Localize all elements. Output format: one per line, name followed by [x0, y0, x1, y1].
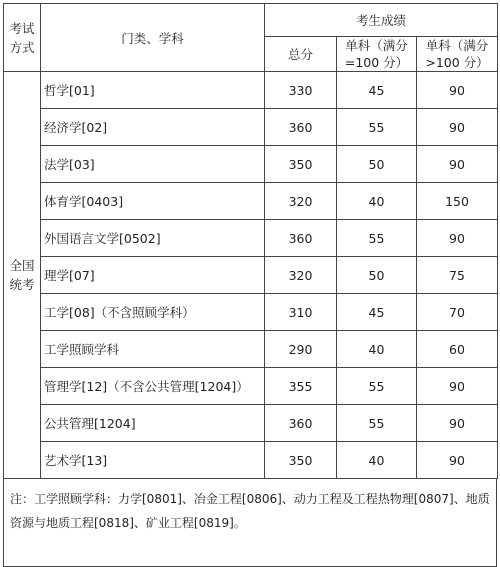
table-row [4, 257, 498, 294]
table-row [4, 220, 498, 257]
subject-cell: 法学[03] [41, 146, 265, 183]
single-le100-cell: 55 [337, 405, 417, 442]
single-le100-cell: 55 [337, 109, 417, 146]
table-row [4, 72, 498, 109]
total-score-cell: 355 [265, 368, 337, 405]
single-gt100-cell: 90 [417, 72, 498, 109]
subject-cell: 哲学[01] [41, 72, 265, 109]
single-le100-cell: 55 [337, 220, 417, 257]
total-score-cell: 360 [265, 405, 337, 442]
subject-cell: 管理学[12]（不含公共管理[1204]） [41, 368, 265, 405]
single-gt100-header: 单科（满分>100 分） [417, 37, 498, 72]
subject-cell: 公共管理[1204] [41, 405, 265, 442]
total-score-cell: 290 [265, 331, 337, 368]
total-score-cell: 330 [265, 72, 337, 109]
single-gt100-cell: 70 [417, 294, 498, 331]
header-row [4, 4, 498, 37]
subject-cell: 艺术学[13] [41, 442, 265, 479]
total-score-header: 总分 [265, 37, 337, 72]
table-row [4, 183, 498, 220]
table-row [4, 109, 498, 146]
single-gt100-cell: 75 [417, 257, 498, 294]
subject-cell: 工学照顾学科 [41, 331, 265, 368]
subject-cell: 体育学[0403] [41, 183, 265, 220]
single-gt100-cell: 150 [417, 183, 498, 220]
table-row [4, 146, 498, 183]
single-gt100-cell: 90 [417, 109, 498, 146]
single-le100-cell: 55 [337, 368, 417, 405]
total-score-cell: 320 [265, 183, 337, 220]
single-le100-cell: 50 [337, 146, 417, 183]
category-header: 门类、学科 [41, 4, 265, 72]
table-row [4, 294, 498, 331]
table-row [4, 368, 498, 405]
score-table-page [3, 3, 497, 547]
total-score-cell: 350 [265, 146, 337, 183]
total-score-cell: 360 [265, 109, 337, 146]
single-gt100-cell: 90 [417, 442, 498, 479]
single-le100-cell: 50 [337, 257, 417, 294]
score-group-header: 考生成绩 [265, 4, 498, 37]
single-gt100-cell: 90 [417, 405, 498, 442]
table-row [4, 331, 498, 368]
table-row [4, 442, 498, 479]
subject-cell: 理学[07] [41, 257, 265, 294]
subject-cell: 经济学[02] [41, 109, 265, 146]
score-table [3, 3, 498, 479]
single-le100-cell: 40 [337, 183, 417, 220]
total-score-cell: 350 [265, 442, 337, 479]
table-row [4, 405, 498, 442]
single-gt100-cell: 90 [417, 220, 498, 257]
single-le100-cell: 40 [337, 331, 417, 368]
subject-cell: 工学[08]（不含照顾学科） [41, 294, 265, 331]
single-gt100-cell: 60 [417, 331, 498, 368]
single-gt100-cell: 90 [417, 368, 498, 405]
note-row [4, 479, 497, 567]
single-le100-header: 单科（满分=100 分） [337, 37, 417, 72]
note-table [3, 479, 497, 567]
exam-type-cell: 全国统考 [4, 72, 41, 479]
total-score-cell: 360 [265, 220, 337, 257]
single-le100-cell: 40 [337, 442, 417, 479]
single-le100-cell: 45 [337, 294, 417, 331]
subject-cell: 外国语言文学[0502] [41, 220, 265, 257]
single-gt100-cell: 90 [417, 146, 498, 183]
total-score-cell: 310 [265, 294, 337, 331]
exam-type-header: 考试方式 [4, 4, 41, 72]
total-score-cell: 320 [265, 257, 337, 294]
note-text: 注：工学照顾学科：力学[0801]、冶金工程[0806]、动力工程及工程热物理[0807]、地质资源与地质工程[0818]、矿业工程[0819]。 [4, 479, 497, 567]
single-le100-cell: 45 [337, 72, 417, 109]
